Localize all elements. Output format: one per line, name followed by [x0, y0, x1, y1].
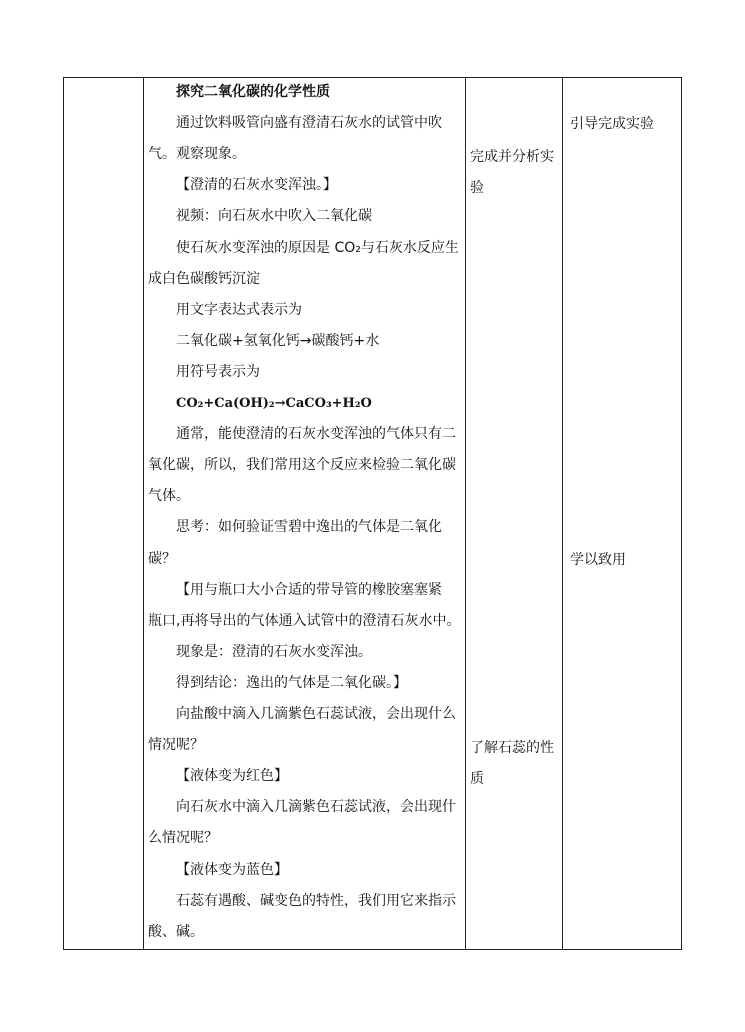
column-divider-3: [562, 77, 563, 950]
table-border-left: [63, 77, 64, 950]
content-line: 得到结论：逸出的气体是二氧化碳。】: [176, 674, 407, 691]
activity-line: 了解石蕊的性: [470, 740, 554, 756]
content-line: 通常，能使澄清的石灰水变浑浊的气体只有二: [176, 426, 456, 443]
content-line: 【用与瓶口大小合适的带导管的橡胶塞塞紧: [176, 581, 442, 598]
table-border-right: [681, 77, 682, 950]
content-line: 氧化碳，所以，我们常用这个反应来检验二氧化碳: [148, 457, 456, 474]
content-line: 二氧化碳+氢氧化钙→碳酸钙+水: [176, 332, 380, 349]
content-line: 情况呢？: [148, 737, 204, 754]
content-line: 瓶口,再将导出的气体通入试管中的澄清石灰水中。: [148, 612, 461, 629]
content-line: 探究二氧化碳的化学性质: [176, 84, 330, 100]
content-line: 碳？: [148, 550, 176, 567]
chemical-formula: CO₂+Ca(OH)₂→CaCO₃+H₂O: [176, 396, 372, 411]
student-activity-2: [470, 733, 562, 795]
design-intent-1: 引导完成实验: [570, 116, 654, 132]
student-activity-1: [470, 142, 562, 204]
content-line: 向盐酸中滴入几滴紫色石蕊试液，会出现什么: [176, 706, 456, 722]
activity-line: 完成并分析实: [470, 149, 554, 165]
content-line: 【液体变为蓝色】: [176, 861, 288, 878]
column-divider-2: [465, 77, 466, 950]
lesson-table: [63, 77, 682, 950]
content-line: 思考：如何验证雪碧中逸出的气体是二氧化: [176, 519, 442, 536]
content-line: 酸、碱。: [148, 923, 204, 940]
content-line: 使石灰水变浑浊的原因是 CO₂与石灰水反应生: [176, 239, 459, 256]
design-intent-2: 学以致用: [570, 552, 626, 568]
content-column: [144, 77, 465, 950]
content-line: 气。观察现象。: [148, 146, 246, 163]
content-line: 么情况呢？: [148, 830, 218, 847]
content-line: 【澄清的石灰水变浑浊。】: [176, 177, 337, 194]
content-line: 向石灰水中滴入几滴紫色石蕊试液，会出现什: [176, 799, 456, 816]
content-line: 通过饮料吸管向盛有澄清石灰水的试管中吹: [176, 115, 442, 132]
content-line: 现象是：澄清的石灰水变浑浊。: [176, 643, 372, 660]
content-line: 气体。: [148, 488, 190, 505]
content-line: 用文字表达式表示为: [176, 301, 302, 318]
content-line: 石蕊有遇酸、碱变色的特性，我们用它来指示: [176, 892, 456, 909]
activity-line: 质: [470, 771, 484, 787]
content-line: 【液体变为红色】: [176, 768, 288, 785]
content-line: 成白色碳酸钙沉淀: [148, 270, 260, 287]
content-line: 视频：向石灰水中吹入二氧化碳: [176, 208, 372, 225]
content-line: 用符号表示为: [176, 363, 260, 380]
activity-line: 验: [470, 180, 484, 196]
